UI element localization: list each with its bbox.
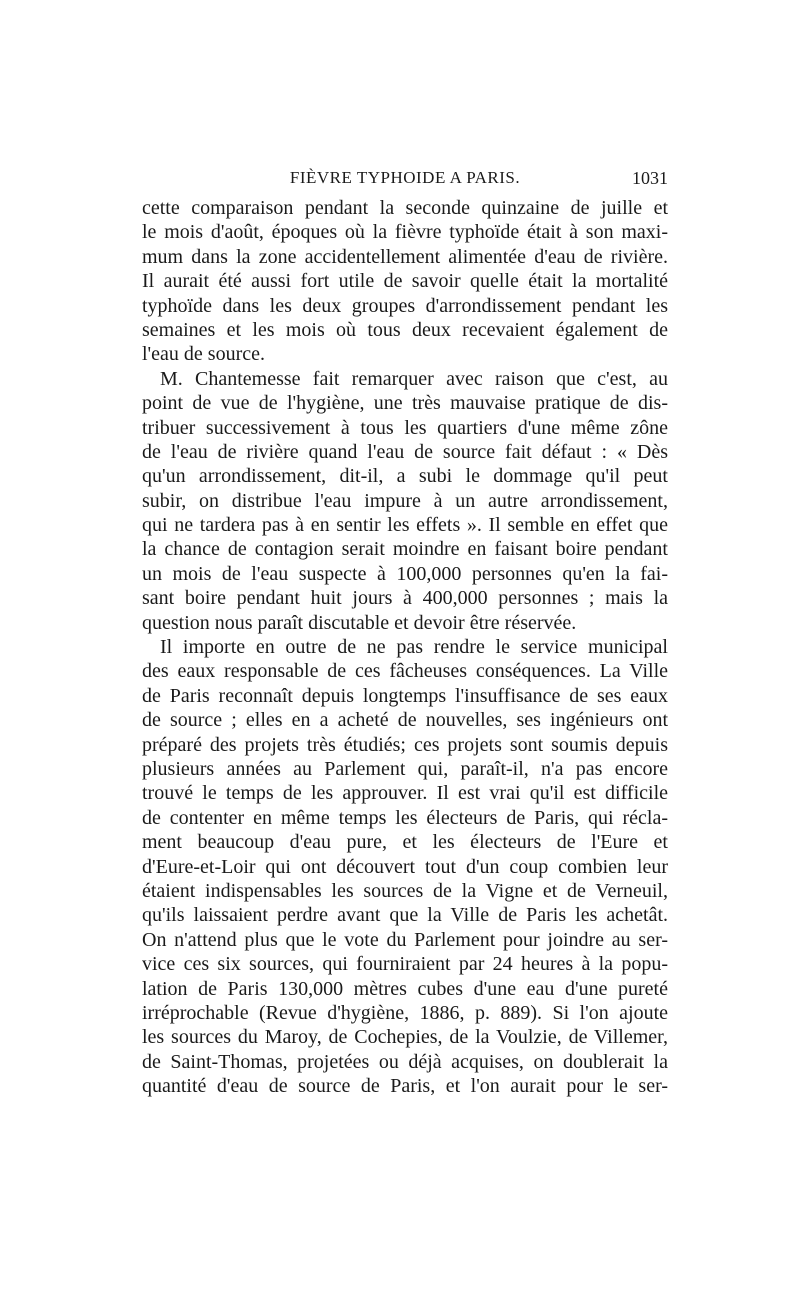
text-line: quantité d'eau de source de Paris, et l'on aurait pour le ser- xyxy=(142,1075,668,1098)
text-line: ment beaucoup d'eau pure, et les électeurs de l'Eure et xyxy=(142,831,668,854)
text-line: plusieurs années au Parlement qui, paraît-il, n'a pas encore xyxy=(142,757,668,780)
text-line: qu'ils laissaient perdre avant que la Ville de Paris les achetât. xyxy=(142,904,668,927)
text-line: d'Eure-et-Loir qui ont découvert tout d'un coup combien leur xyxy=(142,855,668,878)
text-line: subir, on distribue l'eau impure à un autre arrondissement, xyxy=(142,489,668,512)
text-line: Il importe en outre de ne pas rendre le service municipal xyxy=(160,636,668,659)
text-line: les sources du Maroy, de Cochepies, de la Voulzie, de Villemer, xyxy=(142,1026,668,1049)
text-line: vice ces six sources, qui fourniraient par 24 heures à la popu- xyxy=(142,953,668,976)
text-line: de source ; elles en a acheté de nouvelles, ses ingénieurs ont xyxy=(142,709,668,732)
text-line: point de vue de l'hygiène, une très mauvaise pratique de dis- xyxy=(142,392,668,415)
text-line: des eaux responsable de ces fâcheuses conséquences. La Ville xyxy=(142,660,668,683)
paragraph-1 xyxy=(142,196,668,367)
text-line: question nous paraît discutable et devoir être réservée. xyxy=(142,611,577,634)
text-line: qu'un arrondissement, dit-il, a subi le dommage qu'il peut xyxy=(142,465,668,488)
text-line: de Paris reconnaît depuis longtemps l'insuffisance de ses eaux xyxy=(142,684,668,707)
text-line: On n'attend plus que le vote du Parlement pour joindre au ser- xyxy=(142,928,668,951)
running-title: FIÈVRE TYPHOIDE A PARIS. xyxy=(289,168,521,187)
paragraph-3 xyxy=(142,635,668,1098)
paragraph-2 xyxy=(142,367,668,635)
book-page xyxy=(142,168,668,1098)
text-line: cette comparaison pendant la seconde quinzaine de juille et xyxy=(142,197,668,219)
text-line: irréprochable (Revue d'hygiène, 1886, p. 889). Si l'on ajoute xyxy=(142,1001,668,1024)
text-line: Il aurait été aussi fort utile de savoir quelle était la mortalité xyxy=(142,270,668,293)
text-line: sant boire pendant huit jours à 400,000 personnes ; mais la xyxy=(142,587,668,610)
text-line: étaient indispensables les sources de la Vigne et de Verneuil, xyxy=(142,879,668,902)
text-line: de l'eau de rivière quand l'eau de source fait défaut : « Dès xyxy=(142,440,668,463)
text-line: de Saint-Thomas, projetées ou déjà acquises, on doublerait la xyxy=(142,1050,668,1073)
text-line: M. Chantemesse fait remarquer avec raison que c'est, au xyxy=(160,367,668,390)
text-line: trouvé le temps de les approuver. Il est vrai qu'il est difficile xyxy=(142,782,668,805)
text-line: la chance de contagion serait moindre en faisant boire pendant xyxy=(142,538,668,561)
text-line: un mois de l'eau suspecte à 100,000 personnes qu'en la fai- xyxy=(142,562,668,585)
text-line: préparé des projets très étudiés; ces projets sont soumis depuis xyxy=(142,733,668,756)
text-line: de contenter en même temps les électeurs de Paris, qui récla- xyxy=(142,806,668,829)
text-line: lation de Paris 130,000 mètres cubes d'une eau d'une pureté xyxy=(142,977,668,1000)
text-line: typhoïde dans les deux groupes d'arrondissement pendant les xyxy=(142,294,668,317)
page-number: 1031 xyxy=(632,168,668,188)
text-line: qui ne tardera pas à en sentir les effets ». Il semble en effet que xyxy=(142,514,668,537)
text-line: le mois d'août, époques où la fièvre typhoïde était à son maxi- xyxy=(142,221,668,244)
text-line: tribuer successivement à tous les quartiers d'une même zône xyxy=(142,416,668,439)
text-line: semaines et les mois où tous deux recevaient également de xyxy=(142,318,668,341)
running-head xyxy=(142,168,668,192)
text-line: mum dans la zone accidentellement alimentée d'eau de rivière. xyxy=(142,245,668,268)
text-line: l'eau de source. xyxy=(142,343,265,366)
